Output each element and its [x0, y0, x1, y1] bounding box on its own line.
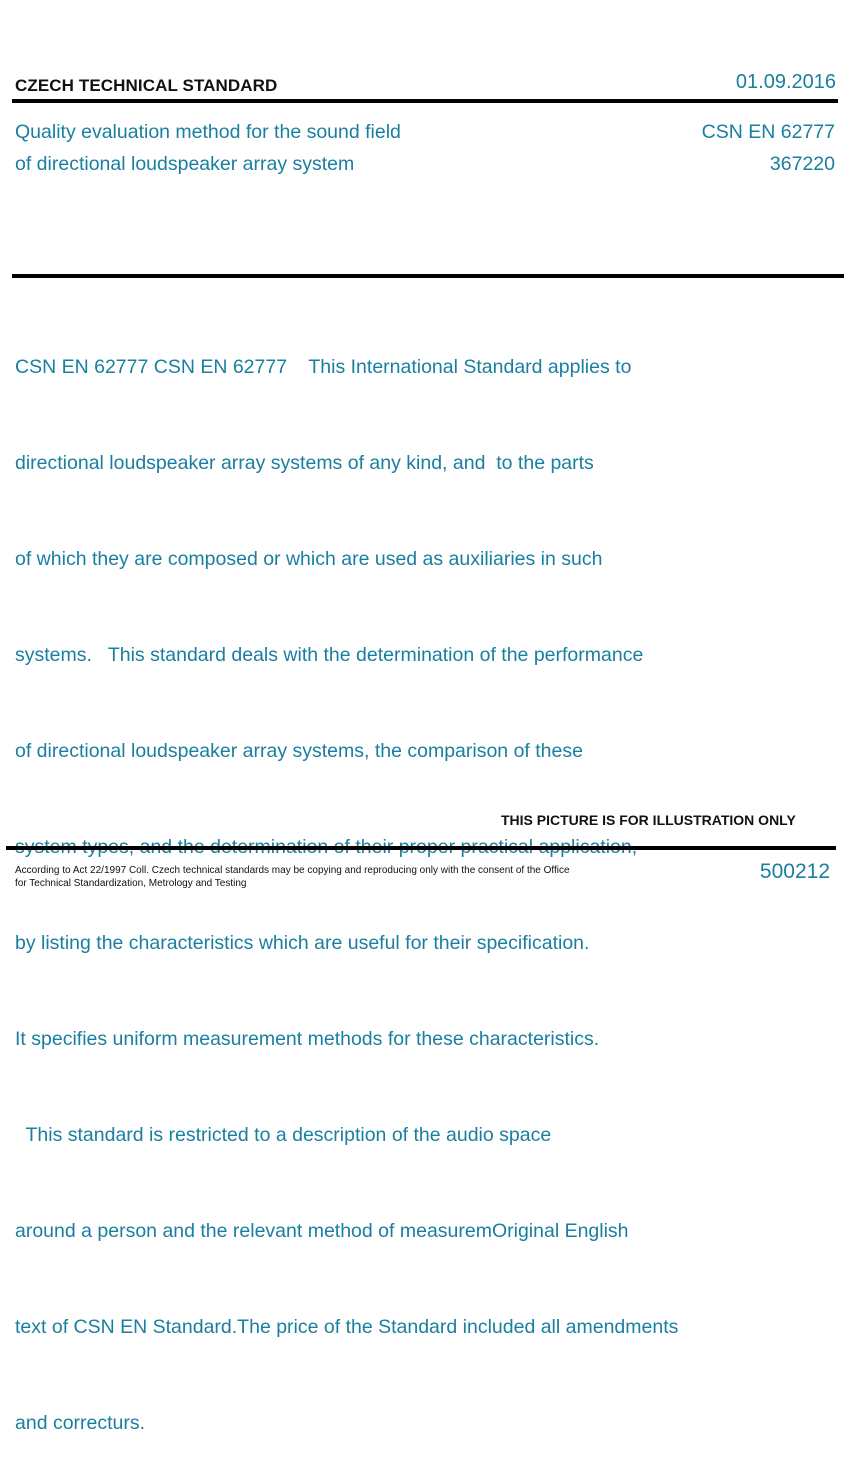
abstract-line: of directional loudspeaker array systems, the comparison of these	[15, 740, 583, 762]
copyright-line-1: According to Act 22/1997 Coll. Czech technical standards may be copying and reproducing only with the consent of the Office	[15, 865, 570, 876]
abstract-line: CSN EN 62777 CSN EN 62777 This International Standard applies to	[15, 356, 632, 378]
footer-divider	[6, 846, 836, 850]
copyright-line-2: for Technical Standardization, Metrology and Testing	[15, 878, 247, 889]
standard-subject	[15, 116, 401, 180]
copyright-notice	[15, 864, 570, 890]
subject-line-2: of directional loudspeaker array system	[15, 153, 355, 175]
abstract-line: around a person and the relevant method of measuremOriginal English	[15, 1220, 629, 1242]
classification-number: 367220	[769, 153, 835, 175]
standard-code: CSN EN 62777	[701, 121, 835, 143]
abstract-line: systems. This standard deals with the determination of the performance	[15, 644, 644, 666]
section-divider	[12, 274, 844, 278]
subject-line-1: Quality evaluation method for the sound field	[15, 121, 401, 143]
catalog-number: 500212	[759, 860, 830, 883]
illustration-disclaimer: THIS PICTURE IS FOR ILLUSTRATION ONLY	[501, 812, 796, 828]
abstract-line: It specifies uniform measurement methods for these characteristics.	[15, 1028, 600, 1050]
standard-identifiers	[702, 116, 835, 180]
abstract-line: text of CSN EN Standard.The price of the Standard included all amendments	[15, 1316, 679, 1338]
abstract-line: of which they are composed or which are used as auxiliaries in such	[15, 548, 603, 570]
abstract-line: directional loudspeaker array systems of any kind, and to the parts	[15, 452, 594, 474]
document-type-title: CZECH TECHNICAL STANDARD	[15, 76, 278, 95]
header-divider	[12, 99, 838, 103]
abstract-line: by listing the characteristics which are useful for their specification.	[15, 932, 590, 954]
abstract-line: This standard is restricted to a description of the audio space	[15, 1124, 552, 1146]
publication-date: 01.09.2016	[735, 71, 836, 93]
abstract-line: and correcturs.	[15, 1412, 146, 1434]
